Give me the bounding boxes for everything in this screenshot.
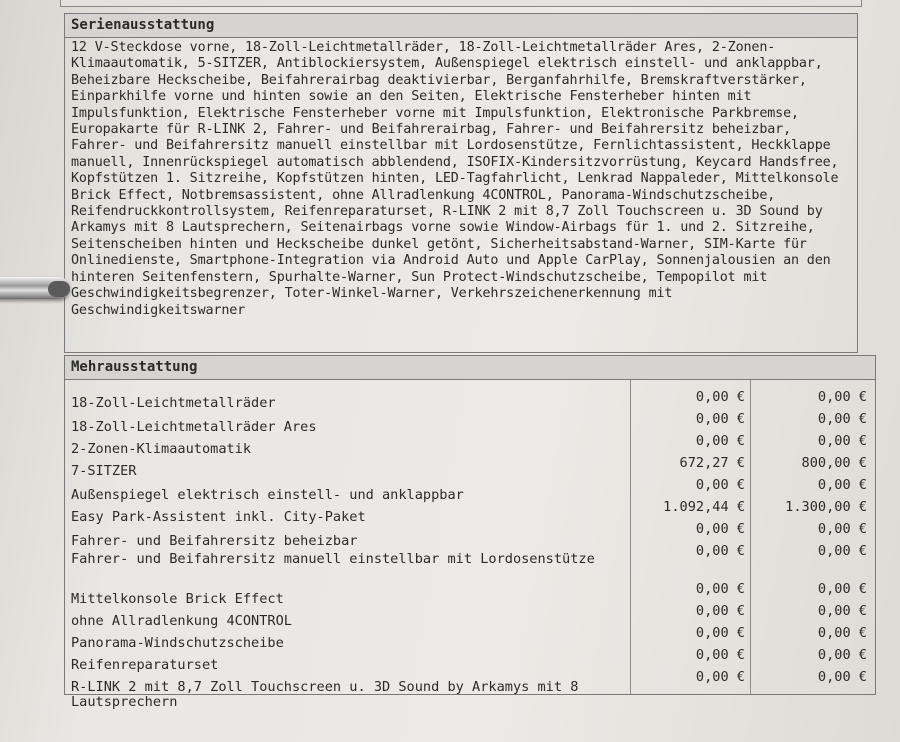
price-net: 0,00 € bbox=[695, 411, 745, 427]
price-net: 0,00 € bbox=[695, 647, 745, 663]
table-row-label: 18-Zoll-Leichtmetallräder bbox=[71, 395, 276, 411]
serienausstattung-text: 12 V-Steckdose vorne, 18-Zoll-Leichtmetallräder, 18-Zoll-Leichtmetallräder Ares, 2-Zonen-Klimaautomatik, 5-SITZER, Antiblockiersystem, Außenspiegel elektrisch einstell- und anklappbar, Beheizbare Heckscheibe, Beifahrerairbag deaktivierbar, Berganfahrhilfe, Bremskraftverstärker, Einparkhilfe vorne und hinten sowie an den Seiten, Elektrische Fensterheber hinten mit Impulsfunktion, Elektrische Fensterheber vorne mit Impulsfunktion, Elektronische Parkbremse, Europakarte für R-LINK 2, Fahrer- und Beifahrerairbag, Fahrer- und Beifahrersitz beheizbar, Fahrer- und Beifahrersitz manuell einstellbar mit Lordosenstütze, Fernlichtassistent, Heckklappe manuell, Innenrückspiegel automatisch abblendend, ISOFIX-Kindersitzvorrüstung, Keycard Handsfree, Kopfstützen 1. Sitzreihe, Kopfstützen hinten, LED-Tagfahrlicht, Lenkrad Nappaleder, Mittelkonsole Brick Effect, Notbremsassistent, ohne Allradlenkung 4CONTROL, Panorama-Windschutzscheibe, Reifendruckkontrollsystem, Reifenreparaturset, R-LINK 2 mit 8,7 Zoll Touchscreen u. 3D Sound by Arkamys mit 8 Lautsprechern, Seitenairbags vorne sowie Window-Airbags für 1. und 2. Sitzreihe, Seitenscheiben hinten und Heckscheibe dunkel getönt, Sicherheitsabstand-Warner, SIM-Karte für Onlinedienste, Smartphone-Integration via Android Auto und Apple CarPlay, Sonnenjalousien an den hinteren Seitenfenstern, Spurhalte-Warner, Sun Protect-Windschutzscheibe, Tempopilot mit Geschwindigkeitsbegrenzer, Toter-Winkel-Warner, Verkehrszeichenerkennung mit Geschwindigkeitswarner bbox=[71, 40, 839, 318]
price-gross: 0,00 € bbox=[817, 477, 867, 493]
price-gross: 0,00 € bbox=[817, 543, 867, 559]
table-row-label: 2-Zonen-Klimaautomatik bbox=[71, 441, 252, 457]
price-gross: 1.300,00 € bbox=[785, 499, 867, 515]
table-row-label: Reifenreparaturset bbox=[71, 657, 219, 673]
serienausstattung-section bbox=[64, 13, 858, 353]
table-row-label: Easy Park-Assistent inkl. City-Paket bbox=[71, 509, 366, 525]
price-gross: 0,00 € bbox=[817, 433, 867, 449]
punch-hole bbox=[48, 281, 70, 297]
price-net: 0,00 € bbox=[695, 581, 745, 597]
price-gross: 800,00 € bbox=[801, 455, 867, 471]
price-net: 672,27 € bbox=[679, 455, 745, 471]
price-gross: 0,00 € bbox=[817, 581, 867, 597]
price-net: 0,00 € bbox=[695, 543, 745, 559]
price-net: 0,00 € bbox=[695, 669, 745, 685]
price-gross: 0,00 € bbox=[817, 603, 867, 619]
table-row-label: 7-SITZER bbox=[71, 463, 137, 479]
previous-section-edge bbox=[60, 0, 862, 7]
table-row-label: R-LINK 2 mit 8,7 Zoll Touchscreen u. 3D Sound by Arkamys mit 8 Lautsprechern bbox=[71, 679, 579, 710]
mehrausstattung-table bbox=[65, 380, 875, 710]
serienausstattung-title: Serienausstattung bbox=[65, 14, 857, 38]
table-row-label: Mittelkonsole Brick Effect bbox=[71, 591, 284, 607]
price-gross: 0,00 € bbox=[817, 669, 867, 685]
price-gross: 0,00 € bbox=[817, 521, 867, 537]
price-net: 0,00 € bbox=[695, 521, 745, 537]
price-net: 0,00 € bbox=[695, 433, 745, 449]
price-net: 0,00 € bbox=[695, 603, 745, 619]
table-row-label: Panorama-Windschutzscheibe bbox=[71, 635, 284, 651]
price-gross: 0,00 € bbox=[817, 647, 867, 663]
column-divider bbox=[750, 380, 751, 694]
mehrausstattung-title: Mehrausstattung bbox=[65, 356, 875, 380]
price-net: 1.092,44 € bbox=[663, 499, 745, 515]
price-gross: 0,00 € bbox=[817, 625, 867, 641]
price-net: 0,00 € bbox=[695, 477, 745, 493]
mehrausstattung-section bbox=[64, 355, 876, 710]
table-row-label: ohne Allradlenkung 4CONTROL bbox=[71, 613, 292, 629]
price-gross: 0,00 € bbox=[817, 411, 867, 427]
price-gross: 0,00 € bbox=[817, 389, 867, 405]
price-net: 0,00 € bbox=[695, 625, 745, 641]
table-row-label: Fahrer- und Beifahrersitz beheizbar bbox=[71, 533, 358, 549]
table-row-label: 18-Zoll-Leichtmetallräder Ares bbox=[71, 419, 317, 435]
table-row-label: Fahrer- und Beifahrersitz manuell einstellbar mit Lordosenstütze bbox=[71, 551, 595, 567]
price-net: 0,00 € bbox=[695, 389, 745, 405]
table-row-label: Außenspiegel elektrisch einstell- und anklappbar bbox=[71, 487, 464, 503]
